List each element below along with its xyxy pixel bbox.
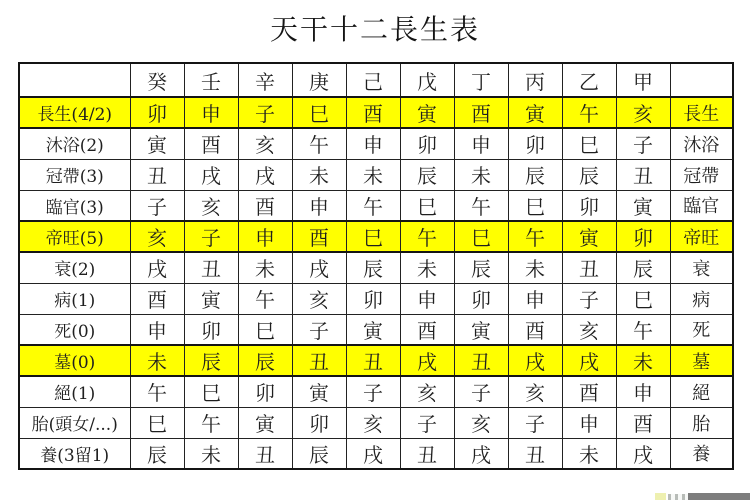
table-cell-8-3: 丑 (292, 345, 346, 376)
table-cell-10-1: 午 (184, 407, 238, 438)
table-cell-3-1: 亥 (184, 190, 238, 221)
table-row-0 (19, 97, 733, 128)
table-cell-4-5: 午 (400, 221, 454, 252)
table-cell-8-9: 未 (616, 345, 670, 376)
table-cell-3-3: 申 (292, 190, 346, 221)
table-cell-7-4: 寅 (346, 314, 400, 345)
table-cell-4-4: 巳 (346, 221, 400, 252)
table-cell-8-1: 辰 (184, 345, 238, 376)
table-cell-6-3: 亥 (292, 283, 346, 314)
table-cell-9-1: 巳 (184, 376, 238, 407)
table-cell-0-7: 寅 (508, 97, 562, 128)
table-cell-7-8: 亥 (562, 314, 616, 345)
header-stem-2: 辛 (238, 63, 292, 97)
lifestage-table (18, 62, 734, 470)
table-cell-10-5: 子 (400, 407, 454, 438)
table-cell-11-5: 丑 (400, 438, 454, 469)
table-cell-7-3: 子 (292, 314, 346, 345)
table-cell-10-3: 卯 (292, 407, 346, 438)
table-cell-9-9: 申 (616, 376, 670, 407)
table-cell-7-2: 巳 (238, 314, 292, 345)
table-cell-5-3: 戌 (292, 252, 346, 283)
table-cell-5-5: 未 (400, 252, 454, 283)
table-cell-2-8: 辰 (562, 159, 616, 190)
table-cell-1-2: 亥 (238, 128, 292, 159)
table-cell-9-7: 亥 (508, 376, 562, 407)
table-cell-10-4: 亥 (346, 407, 400, 438)
table-cell-2-6: 未 (454, 159, 508, 190)
header-stem-3: 庚 (292, 63, 346, 97)
table-cell-11-7: 丑 (508, 438, 562, 469)
row-right-label: 沐浴 (670, 128, 733, 159)
row-right-label: 絕 (670, 376, 733, 407)
table-cell-7-5: 酉 (400, 314, 454, 345)
table-cell-5-1: 丑 (184, 252, 238, 283)
table-cell-5-4: 辰 (346, 252, 400, 283)
table-cell-0-3: 巳 (292, 97, 346, 128)
table-cell-4-9: 卯 (616, 221, 670, 252)
table-cell-4-1: 子 (184, 221, 238, 252)
table-cell-0-2: 子 (238, 97, 292, 128)
row-right-label: 死 (670, 314, 733, 345)
table-cell-7-1: 卯 (184, 314, 238, 345)
header-stem-8: 乙 (562, 63, 616, 97)
table-cell-10-6: 亥 (454, 407, 508, 438)
table-cell-1-5: 卯 (400, 128, 454, 159)
row-label: 臨官(3) (19, 190, 130, 221)
row-label: 長生(4/2) (19, 97, 130, 128)
table-cell-8-7: 戌 (508, 345, 562, 376)
table-cell-5-0: 戌 (130, 252, 184, 283)
row-label: 冠帶(3) (19, 159, 130, 190)
row-right-label: 臨官 (670, 190, 733, 221)
table-cell-9-2: 卯 (238, 376, 292, 407)
table-row-3 (19, 190, 733, 221)
table-cell-2-0: 丑 (130, 159, 184, 190)
table-row-10 (19, 407, 733, 438)
table-cell-8-4: 丑 (346, 345, 400, 376)
row-label: 死(0) (19, 314, 130, 345)
header-stem-9: 甲 (616, 63, 670, 97)
header-row (19, 63, 733, 97)
row-label: 病(1) (19, 283, 130, 314)
table-cell-9-5: 亥 (400, 376, 454, 407)
table-cell-11-8: 未 (562, 438, 616, 469)
table-cell-3-4: 午 (346, 190, 400, 221)
table-row-5 (19, 252, 733, 283)
table-cell-4-3: 酉 (292, 221, 346, 252)
table-cell-0-0: 卯 (130, 97, 184, 128)
table-cell-3-5: 巳 (400, 190, 454, 221)
watermark-bar (688, 493, 750, 500)
table-cell-11-3: 辰 (292, 438, 346, 469)
table-cell-8-2: 辰 (238, 345, 292, 376)
table-cell-5-2: 未 (238, 252, 292, 283)
header-corner-left (19, 63, 130, 97)
table-cell-2-9: 丑 (616, 159, 670, 190)
table-row-9 (19, 376, 733, 407)
table-cell-1-7: 卯 (508, 128, 562, 159)
table-row-2 (19, 159, 733, 190)
table-cell-2-4: 未 (346, 159, 400, 190)
table-cell-5-8: 丑 (562, 252, 616, 283)
table-cell-4-8: 寅 (562, 221, 616, 252)
table-cell-2-7: 辰 (508, 159, 562, 190)
table-cell-11-2: 丑 (238, 438, 292, 469)
table-cell-1-4: 申 (346, 128, 400, 159)
table-cell-3-8: 卯 (562, 190, 616, 221)
table-cell-11-9: 戌 (616, 438, 670, 469)
table-cell-5-7: 未 (508, 252, 562, 283)
row-label: 衰(2) (19, 252, 130, 283)
row-right-label: 帝旺 (670, 221, 733, 252)
table-cell-9-0: 午 (130, 376, 184, 407)
table-cell-10-2: 寅 (238, 407, 292, 438)
table-cell-7-9: 午 (616, 314, 670, 345)
table-cell-6-6: 卯 (454, 283, 508, 314)
table-cell-8-0: 未 (130, 345, 184, 376)
table-cell-9-3: 寅 (292, 376, 346, 407)
table-cell-0-1: 申 (184, 97, 238, 128)
table-cell-3-2: 酉 (238, 190, 292, 221)
row-label: 胎(頭女/...) (19, 407, 130, 438)
table-cell-0-6: 酉 (454, 97, 508, 128)
table-cell-6-0: 酉 (130, 283, 184, 314)
row-label: 絕(1) (19, 376, 130, 407)
table-cell-11-4: 戌 (346, 438, 400, 469)
table-cell-6-9: 巳 (616, 283, 670, 314)
table-cell-10-0: 巳 (130, 407, 184, 438)
table-cell-3-0: 子 (130, 190, 184, 221)
row-label: 沐浴(2) (19, 128, 130, 159)
table-cell-2-2: 戌 (238, 159, 292, 190)
table-cell-2-1: 戌 (184, 159, 238, 190)
table-cell-0-9: 亥 (616, 97, 670, 128)
table-cell-3-7: 巳 (508, 190, 562, 221)
table-cell-8-5: 戌 (400, 345, 454, 376)
table-cell-11-0: 辰 (130, 438, 184, 469)
table-cell-5-6: 辰 (454, 252, 508, 283)
header-stem-6: 丁 (454, 63, 508, 97)
table-cell-4-7: 午 (508, 221, 562, 252)
table-cell-8-8: 戌 (562, 345, 616, 376)
table-cell-7-6: 寅 (454, 314, 508, 345)
header-stem-0: 癸 (130, 63, 184, 97)
table-cell-11-6: 戌 (454, 438, 508, 469)
table-cell-1-0: 寅 (130, 128, 184, 159)
row-right-label: 冠帶 (670, 159, 733, 190)
row-right-label: 墓 (670, 345, 733, 376)
table-cell-6-8: 子 (562, 283, 616, 314)
row-right-label: 衰 (670, 252, 733, 283)
table-cell-9-6: 子 (454, 376, 508, 407)
row-right-label: 病 (670, 283, 733, 314)
table-cell-6-5: 申 (400, 283, 454, 314)
table-cell-10-7: 子 (508, 407, 562, 438)
header-stem-5: 戊 (400, 63, 454, 97)
table-cell-0-5: 寅 (400, 97, 454, 128)
table-cell-0-8: 午 (562, 97, 616, 128)
row-right-label: 養 (670, 438, 733, 469)
header-stem-1: 壬 (184, 63, 238, 97)
table-row-7 (19, 314, 733, 345)
header-stem-7: 丙 (508, 63, 562, 97)
table-cell-4-2: 申 (238, 221, 292, 252)
table-cell-1-3: 午 (292, 128, 346, 159)
watermark-yellow-chip (655, 493, 666, 500)
table-cell-7-7: 酉 (508, 314, 562, 345)
table-row-1 (19, 128, 733, 159)
table-row-8 (19, 345, 733, 376)
table-cell-4-6: 巳 (454, 221, 508, 252)
table-cell-0-4: 酉 (346, 97, 400, 128)
watermark-dots (668, 494, 688, 500)
table-cell-9-4: 子 (346, 376, 400, 407)
row-label: 帝旺(5) (19, 221, 130, 252)
table-cell-1-9: 子 (616, 128, 670, 159)
row-right-label: 長生 (670, 97, 733, 128)
table-cell-6-1: 寅 (184, 283, 238, 314)
row-label: 養(3留1) (19, 438, 130, 469)
row-label: 墓(0) (19, 345, 130, 376)
table-cell-10-8: 申 (562, 407, 616, 438)
table-cell-3-9: 寅 (616, 190, 670, 221)
table-cell-6-4: 卯 (346, 283, 400, 314)
table-cell-1-1: 酉 (184, 128, 238, 159)
table-cell-2-3: 未 (292, 159, 346, 190)
table-cell-9-8: 酉 (562, 376, 616, 407)
page-title: 天干十二長生表 (269, 13, 480, 46)
table-cell-5-9: 辰 (616, 252, 670, 283)
header-stem-4: 己 (346, 63, 400, 97)
table-cell-4-0: 亥 (130, 221, 184, 252)
table-cell-10-9: 酉 (616, 407, 670, 438)
table-cell-7-0: 申 (130, 314, 184, 345)
row-right-label: 胎 (670, 407, 733, 438)
table-cell-8-6: 丑 (454, 345, 508, 376)
table-cell-1-6: 申 (454, 128, 508, 159)
table-cell-2-5: 辰 (400, 159, 454, 190)
table-row-11 (19, 438, 733, 469)
table-cell-3-6: 午 (454, 190, 508, 221)
header-corner-right (670, 63, 733, 97)
table-cell-6-7: 申 (508, 283, 562, 314)
table-row-4 (19, 221, 733, 252)
table-body (19, 97, 733, 469)
table-cell-6-2: 午 (238, 283, 292, 314)
table-cell-1-8: 巳 (562, 128, 616, 159)
table-row-6 (19, 283, 733, 314)
table-cell-11-1: 未 (184, 438, 238, 469)
